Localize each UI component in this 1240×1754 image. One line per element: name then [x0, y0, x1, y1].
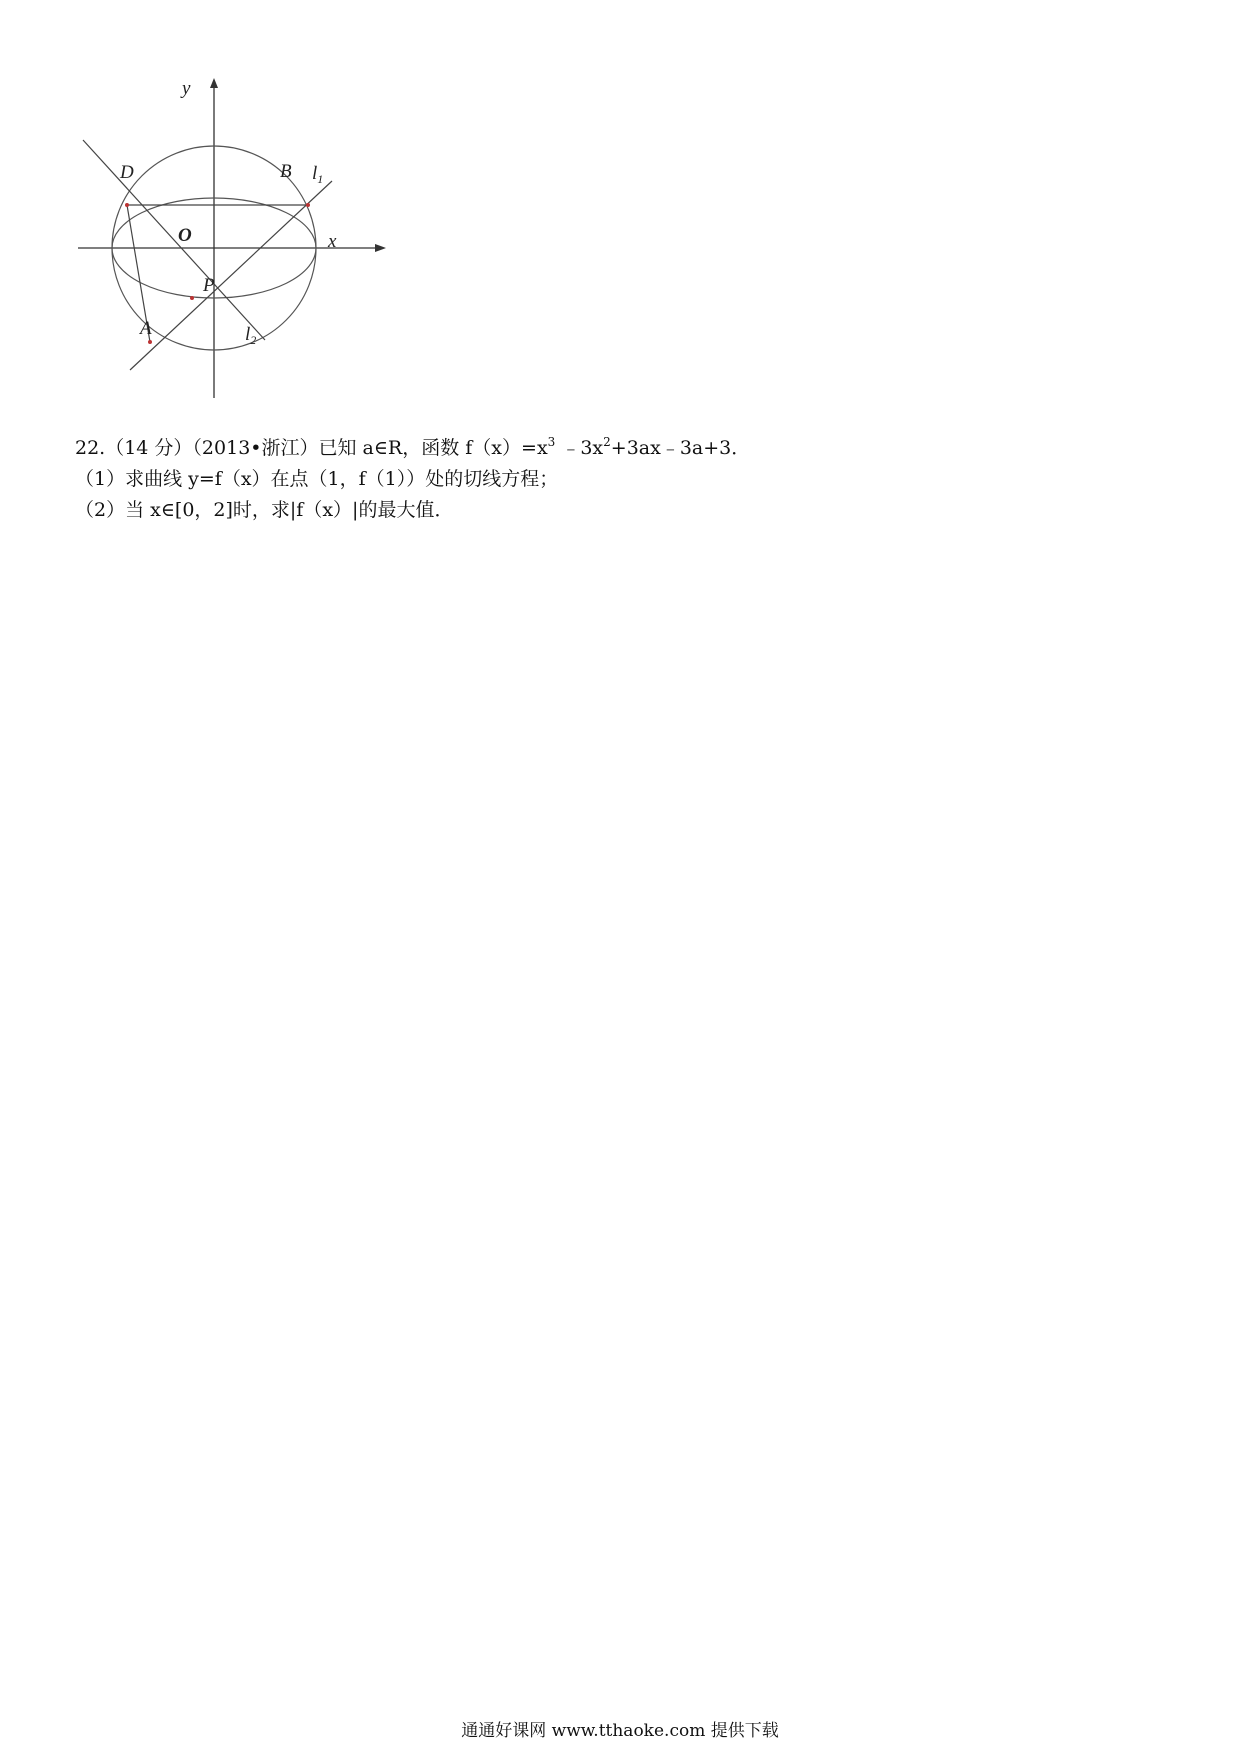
- problem-part-2: （2）当 x∈[0，2]时，求|f（x）|的最大值．: [75, 499, 454, 521]
- statement-suffix: +3ax﹣3a+3．: [610, 437, 751, 459]
- point-a-dot: [148, 340, 152, 344]
- x-axis-arrow: [375, 244, 386, 252]
- point-a-label: A: [140, 318, 152, 339]
- line-l1-subscript: 1: [317, 172, 324, 186]
- line-l2-label: [245, 324, 256, 347]
- line-l2-subscript: 2: [250, 333, 257, 347]
- circle-ellipse-diagram: [70, 78, 390, 403]
- exponent-3: 3: [547, 435, 556, 449]
- statement-prefix: 22.（14 分）（2013•浙江）已知 a∈R，函数 f（x）=x: [75, 437, 548, 459]
- x-axis-label: x: [328, 231, 337, 252]
- y-axis-label: y: [182, 78, 191, 99]
- problem-22: [75, 433, 1075, 526]
- origin-label: O: [178, 225, 192, 246]
- footer-source: 通通好课网 www.tthaoke.com 提供下载: [461, 1721, 779, 1741]
- line-l2-main: l: [245, 324, 251, 345]
- line-l2: [83, 140, 265, 340]
- geometry-figure: [70, 78, 390, 403]
- line-l1-label: [312, 163, 323, 186]
- point-d-label: D: [120, 162, 134, 183]
- line-l1-main: l: [312, 163, 318, 184]
- point-p-label: P: [203, 275, 215, 296]
- line-l1: [130, 181, 332, 370]
- point-b-label: B: [280, 161, 292, 182]
- statement-middle: ﹣3x: [555, 437, 604, 459]
- exponent-2: 2: [603, 435, 611, 449]
- point-b-dot: [306, 203, 310, 207]
- problem-statement: [75, 433, 1075, 464]
- point-p-dot: [190, 296, 194, 300]
- problem-part-1: （1）求曲线 y=f（x）在点（1，f（1））处的切线方程；: [75, 468, 559, 490]
- y-axis-arrow: [210, 78, 218, 88]
- point-d-dot: [125, 203, 129, 207]
